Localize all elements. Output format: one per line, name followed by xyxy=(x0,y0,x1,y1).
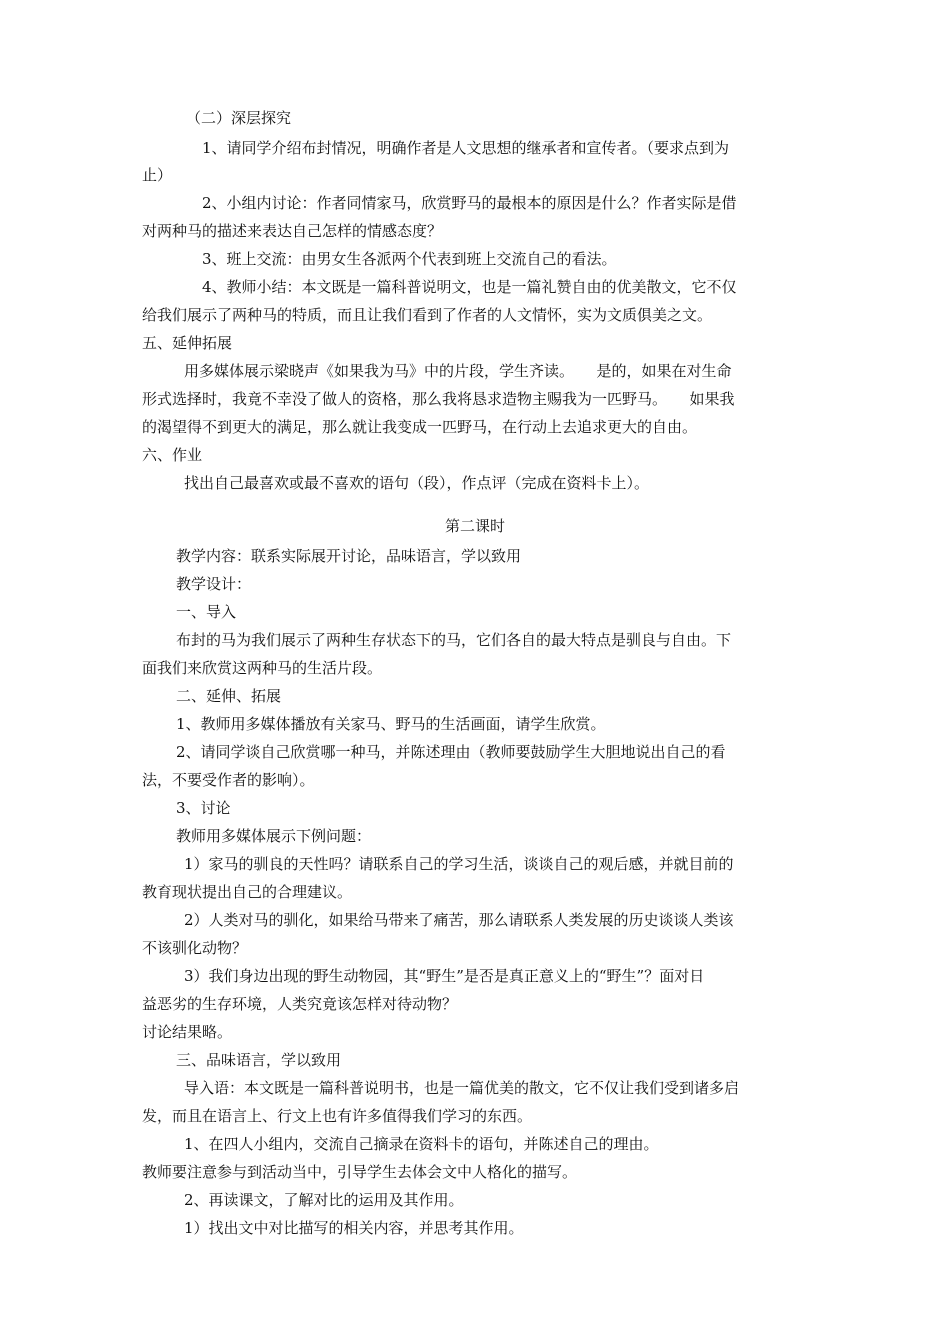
section-heading: 二、延伸、拓展 xyxy=(176,687,282,705)
paragraph-line: 2、小组内讨论：作者同情家马，欣赏野马的最根本的原因是什么？作者实际是借 xyxy=(202,194,737,212)
paragraph-line: 用多媒体展示梁晓声《如果我为马》中的片段，学生齐读。 是的，如果在对生命 xyxy=(184,362,732,380)
paragraph-line: 1、在四人小组内，交流自己摘录在资料卡的语句，并陈述自己的理由。 xyxy=(184,1135,659,1153)
paragraph-line: 形式选择时，我竟不幸没了做人的资格，那么我将恳求造物主赐我为一匹野马。 如果我 xyxy=(142,390,735,408)
section-heading: 3、讨论 xyxy=(176,799,231,817)
paragraph-line: 教师要注意参与到活动当中，引导学生去体会文中人格化的描写。 xyxy=(142,1163,578,1181)
paragraph-line: 不该驯化动物？ xyxy=(142,939,248,957)
paragraph-line: 讨论结果略。 xyxy=(142,1023,233,1041)
paragraph-line: 教学内容：联系实际展开讨论，品味语言，学以致用 xyxy=(176,547,522,565)
paragraph-line: 2、再读课文，了解对比的运用及其作用。 xyxy=(184,1191,464,1209)
paragraph-line: 3、班上交流：由男女生各派两个代表到班上交流自己的看法。 xyxy=(202,250,617,268)
paragraph-line: 1、教师用多媒体播放有关家马、野马的生活画面，请学生欣赏。 xyxy=(176,715,606,733)
lesson-title: 第二课时 xyxy=(444,517,505,535)
paragraph-line: 布封的马为我们展示了两种生存状态下的马，它们各自的最大特点是驯良与自由。下 xyxy=(176,631,732,649)
paragraph-line: 4、教师小结：本文既是一篇科普说明文，也是一篇礼赞自由的优美散文，它不仅 xyxy=(202,278,737,296)
paragraph-line: 教育现状提出自己的合理建议。 xyxy=(142,883,353,901)
paragraph-line: 导入语：本文既是一篇科普说明书，也是一篇优美的散文，它不仅让我们受到诸多启 xyxy=(184,1079,740,1097)
paragraph-line: 发，而且在语言上、行文上也有许多值得我们学习的东西。 xyxy=(142,1107,533,1125)
paragraph-line: 找出自己最喜欢或最不喜欢的语句（段），作点评（完成在资料卡上）。 xyxy=(184,474,650,492)
paragraph-line: 教学设计： xyxy=(176,575,252,593)
paragraph-line: 1、请同学介绍布封情况，明确作者是人文思想的继承者和宣传者。（要求点到为 xyxy=(202,139,730,157)
section-heading: 六、作业 xyxy=(142,446,203,464)
paragraph-line: 止） xyxy=(142,166,173,184)
section-heading: 三、品味语言，学以致用 xyxy=(176,1051,342,1069)
paragraph-line: 3）我们身边出现的野生动物园，其“野生”是否是真正意义上的“野生”？面对日 xyxy=(184,967,705,985)
section-heading: 一、导入 xyxy=(176,603,237,621)
paragraph-line: 法，不要受作者的影响）。 xyxy=(142,771,315,789)
paragraph-line: 2）人类对马的驯化，如果给马带来了痛苦，那么请联系人类发展的历史谈谈人类该 xyxy=(184,911,734,929)
section-heading: （二）深层探究 xyxy=(186,109,292,127)
paragraph-line: 1）找出文中对比描写的相关内容，并思考其作用。 xyxy=(184,1219,524,1237)
paragraph-line: 的渴望得不到更大的满足，那么就让我变成一匹野马，在行动上去追求更大的自由。 xyxy=(142,418,698,436)
section-heading: 五、延伸拓展 xyxy=(142,334,233,352)
paragraph-line: 对两种马的描述来表达自己怎样的情感态度？ xyxy=(142,222,443,240)
paragraph-line: 教师用多媒体展示下例问题： xyxy=(176,827,372,845)
paragraph-line: 益恶劣的生存环境，人类究竟该怎样对待动物？ xyxy=(142,995,458,1013)
paragraph-line: 面我们来欣赏这两种马的生活片段。 xyxy=(142,659,383,677)
paragraph-line: 给我们展示了两种马的特质，而且让我们看到了作者的人文情怀，实为文质俱美之文。 xyxy=(142,306,713,324)
paragraph-line: 1）家马的驯良的天性吗？请联系自己的学习生活，谈谈自己的观后感，并就目前的 xyxy=(184,855,734,873)
paragraph-line: 2、请同学谈自己欣赏哪一种马，并陈述理由（教师要鼓励学生大胆地说出自己的看 xyxy=(176,743,726,761)
